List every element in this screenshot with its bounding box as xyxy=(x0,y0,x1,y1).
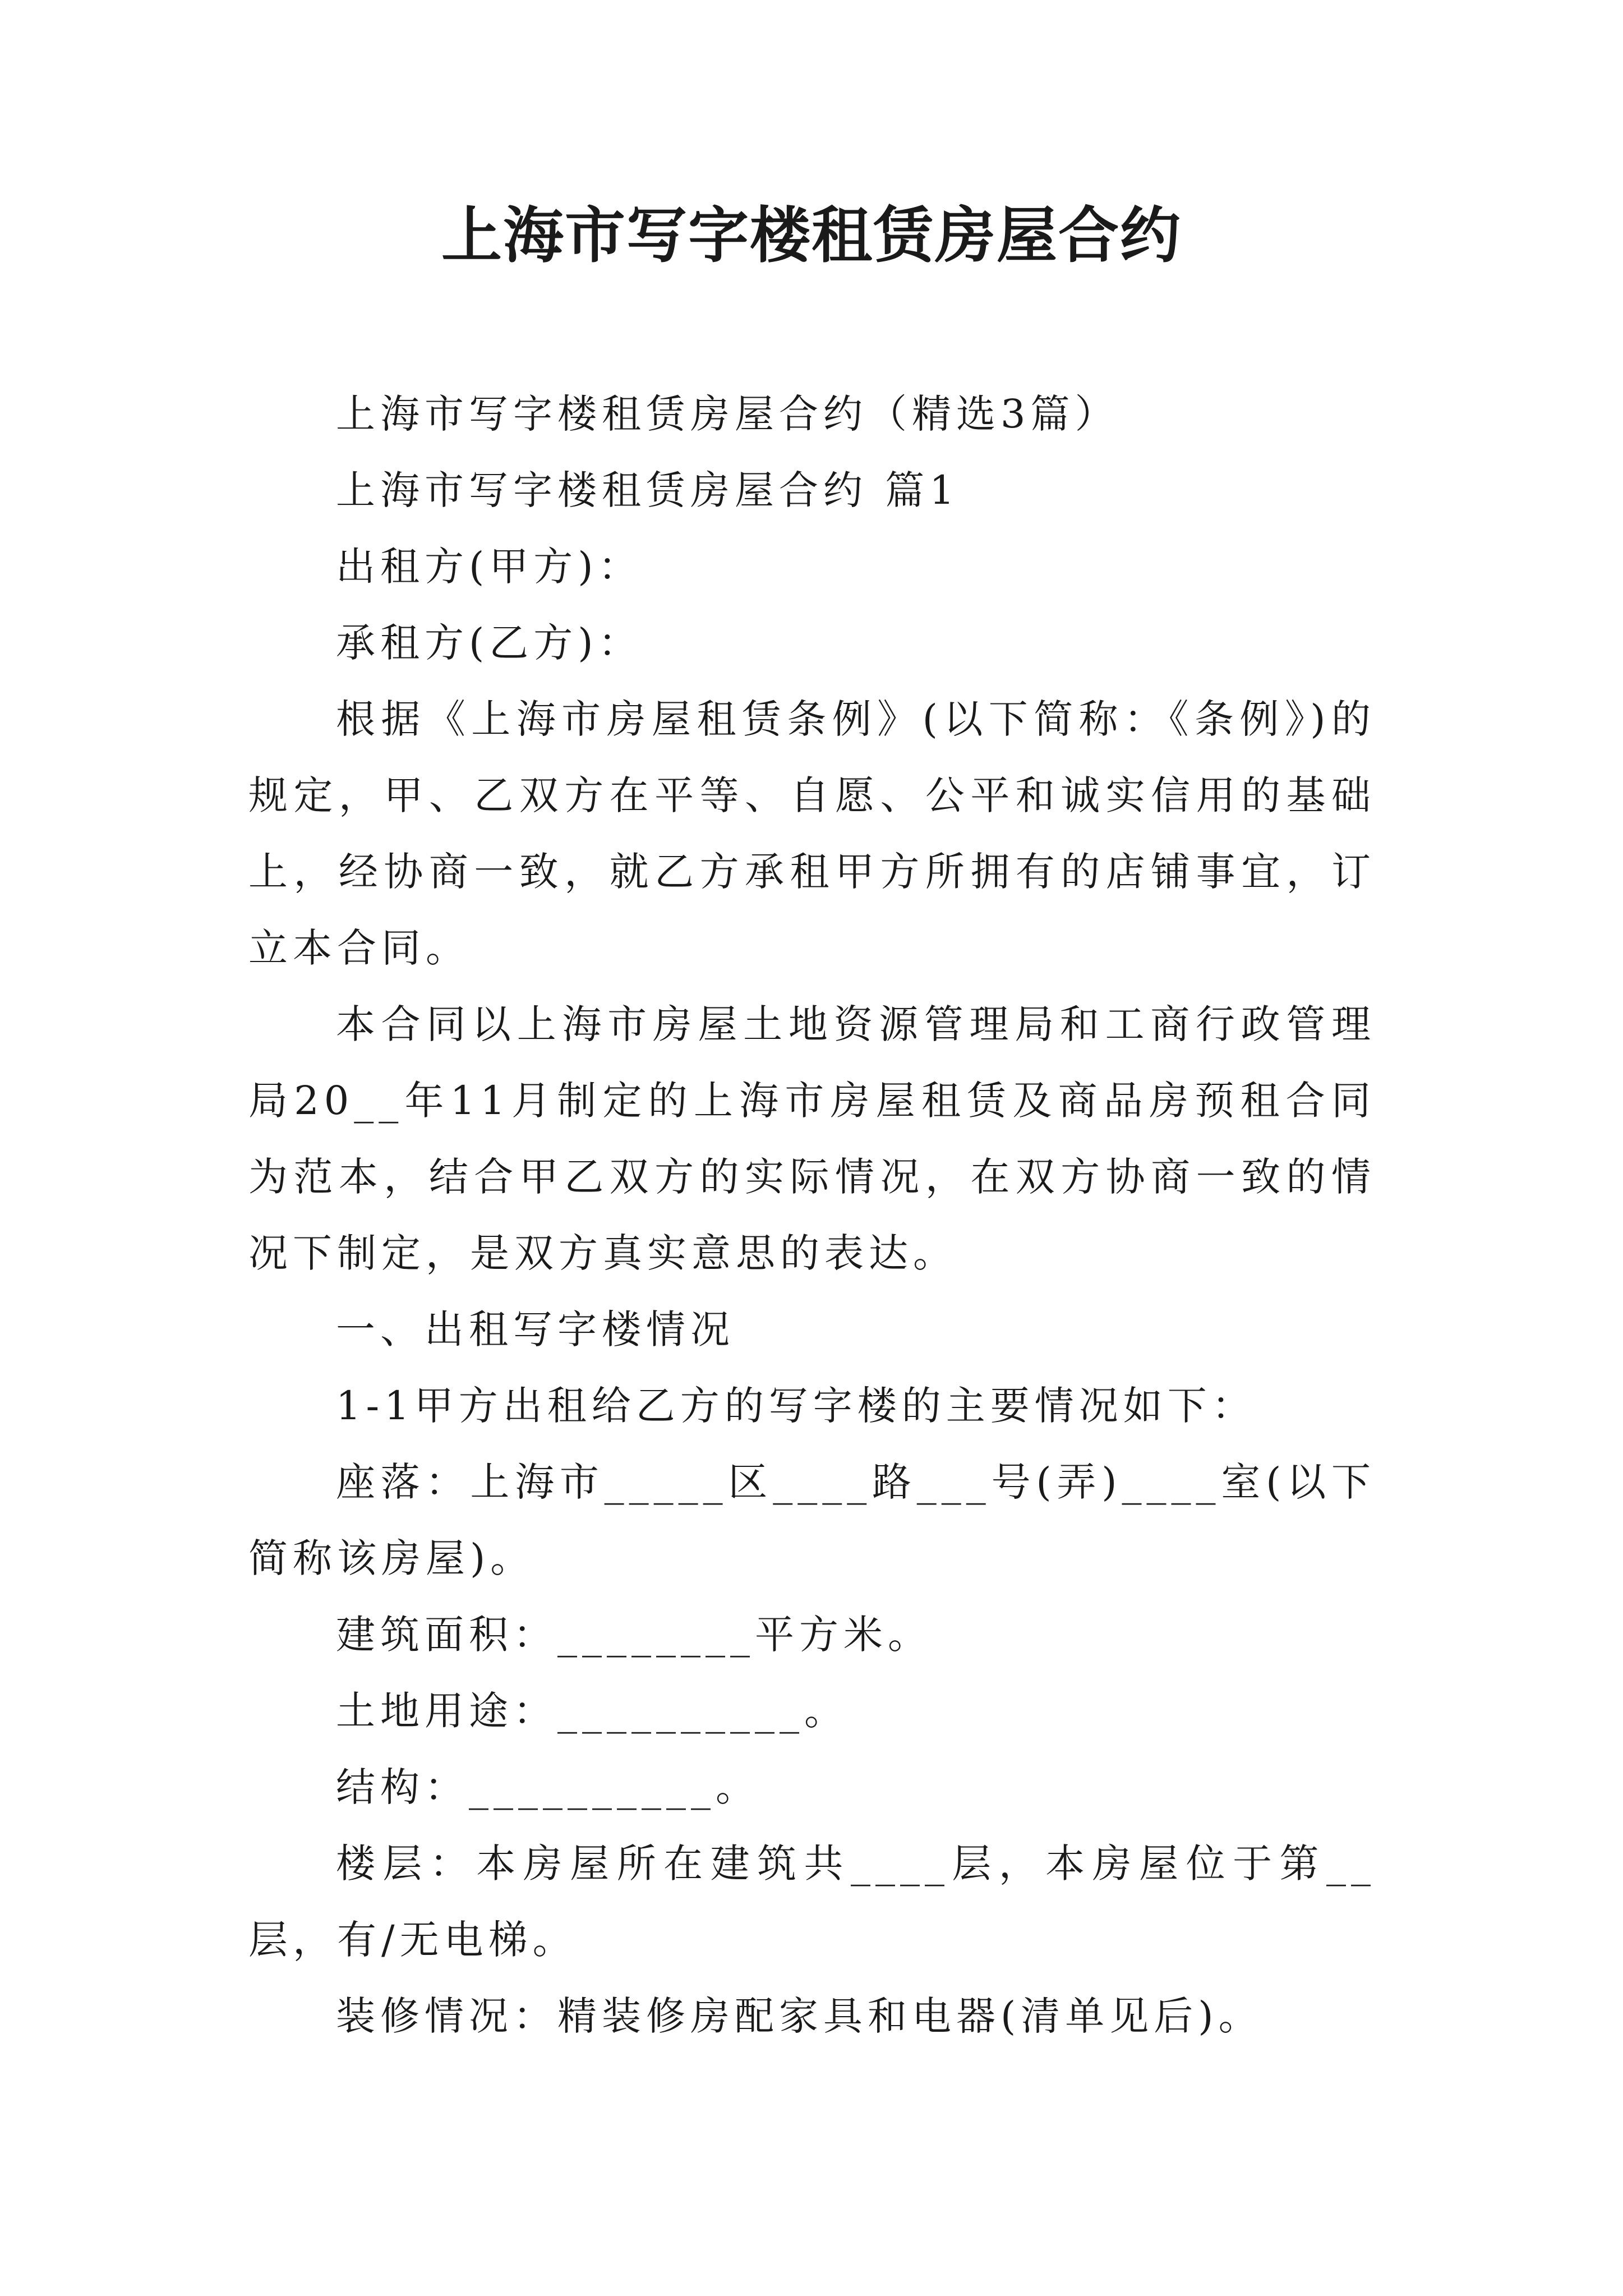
paragraph-template: 本合同以上海市房屋土地资源管理局和工商行政管理局20__年11月制定的上海市房屋租赁及商品房预租合同为范本，结合甲乙双方的实际情况，在双方协商一致的情况下制定，是双方真实意思的表达。 xyxy=(248,1001,1376,1276)
document-title: 上海市写字楼租赁房屋合约 xyxy=(441,200,1182,271)
document-body xyxy=(248,376,1376,2054)
paragraph-section-heading: 上海市写字楼租赁房屋合约 篇1 xyxy=(336,467,960,513)
paragraph-clause-heading: 一、出租写字楼情况 xyxy=(336,1306,735,1352)
paragraph-area: 建筑面积：________平方米。 xyxy=(336,1612,932,1658)
paragraph-clause-1-1: 1-1甲方出租给乙方的写字楼的主要情况如下： xyxy=(336,1383,1256,1429)
paragraph-lessor: 出租方(甲方)： xyxy=(336,544,643,590)
paragraph-floor: 楼层：本房屋所在建筑共____层，本房屋位于第__层，有/无电梯。 xyxy=(248,1841,1376,1963)
paragraph-subtitle: 上海市写字楼租赁房屋合约（精选3篇） xyxy=(336,391,1119,437)
paragraph-location: 座落：上海市_____区____路___号(弄)____室(以下简称该房屋)。 xyxy=(248,1459,1376,1581)
paragraph-land-use: 土地用途：__________。 xyxy=(336,1688,849,1734)
paragraph-lessee: 承租方(乙方)： xyxy=(336,620,643,666)
paragraph-decoration: 装修情况：精装修房配家具和电器(清单见后)。 xyxy=(336,1993,1263,2039)
paragraph-basis: 根据《上海市房屋租赁条例》(以下简称：《条例》)的规定，甲、乙双方在平等、自愿、公平和诚实信用的基础上，经协商一致，就乙方承租甲方所拥有的店铺事宜，订立本合同。 xyxy=(248,696,1376,971)
paragraph-structure: 结构：__________。 xyxy=(336,1764,760,1810)
